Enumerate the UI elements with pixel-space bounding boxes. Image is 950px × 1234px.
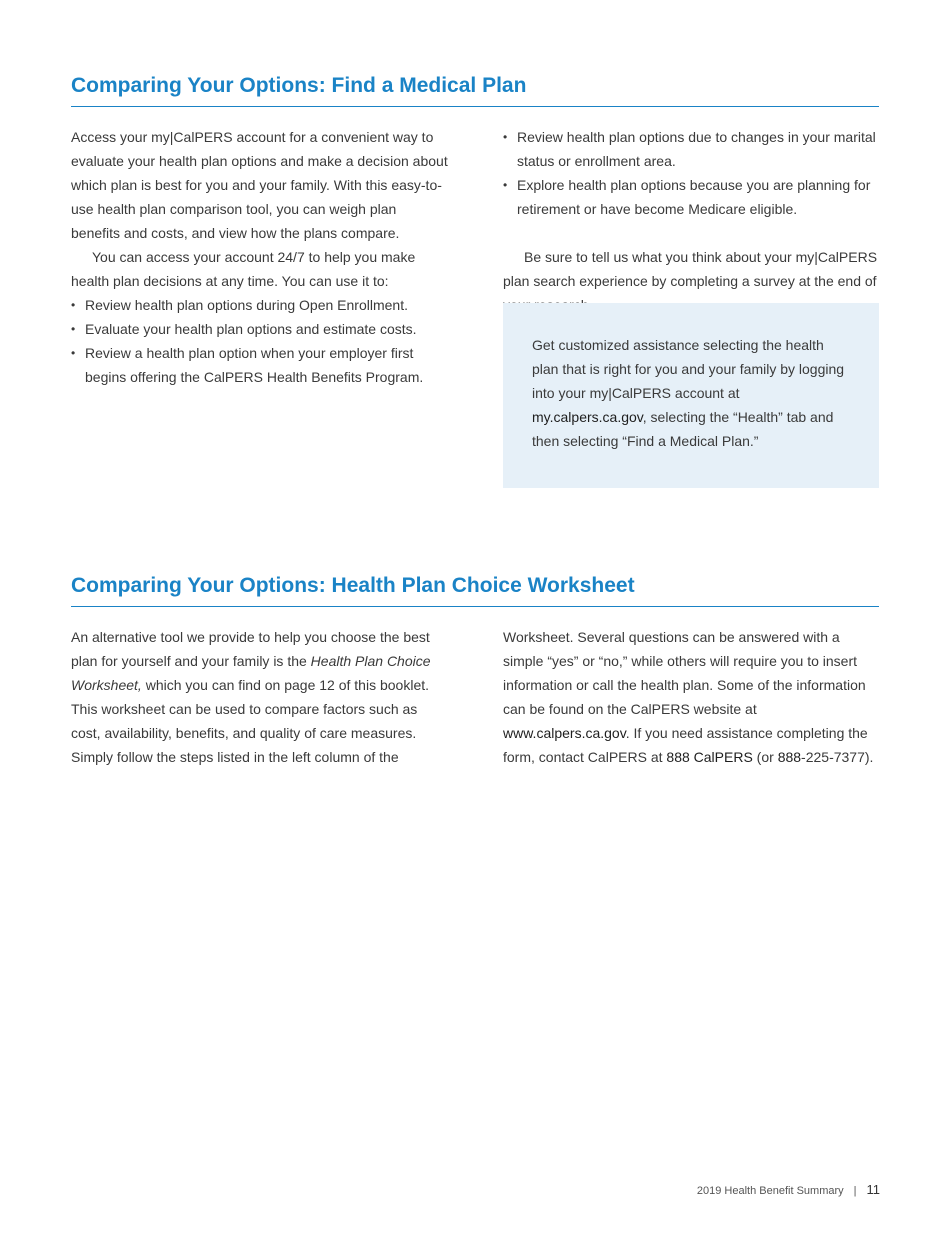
footer-separator: | — [853, 1185, 857, 1197]
worksheet-paragraph-right — [503, 625, 881, 769]
worksheet-text: (or — [752, 749, 778, 765]
list-item: • Review a health plan option when your employer first begins offering the CalPERS Health Benefits Program. — [71, 341, 449, 389]
list-item: • Review health plan options due to changes in your marital status or enrollment area. — [503, 125, 881, 173]
section-divider — [71, 606, 879, 607]
section-find-medical-plan — [71, 73, 879, 518]
bullet-list-right — [503, 125, 881, 221]
calpers-website-link[interactable]: www.calpers.ca.gov — [503, 725, 626, 741]
worksheet-title: Health Plan Choice Worksheet, — [71, 653, 431, 693]
right-column — [503, 125, 881, 317]
worksheet-paragraph-left — [71, 625, 449, 769]
feedback-paragraph: Be sure to tell us what you think about your my|CalPERS plan search experience by completing a survey at the end of — [503, 249, 878, 289]
worksheet-text-end: which you can find on page 12 of this booklet. This worksheet can be used to compare factors such as cost, availability, benefits, and quality of care measures. Simply follow the steps listed in the left column of the — [71, 677, 430, 765]
callout-text-end: , selecting the “Health” tab and then selecting “Find a Medical Plan.” — [532, 409, 834, 449]
left-column — [71, 625, 449, 769]
section-divider — [71, 106, 879, 107]
list-item: • Evaluate your health plan options and estimate costs. — [71, 317, 449, 341]
section-title-worksheet: Comparing Your Options: Health Plan Choice Worksheet — [71, 574, 635, 597]
worksheet-text: Worksheet. Several questions can be answered with a simple “yes” or “no,” while others will require you to insert information or call the health plan. Some of the information can be found on the CalPERS website at — [503, 629, 866, 717]
section-title-find-medical-plan: Comparing Your Options: Find a Medical Plan — [71, 74, 527, 97]
access-paragraph: You can access your account 24/7 to help you make health plan decisions at any time. You can use it to: — [71, 249, 416, 289]
bullet-list-left — [71, 293, 449, 389]
intro-paragraph: Access your my|CalPERS account for a convenient way to evaluate your health plan options and make a decision about which plan is best for you and your family. With this easy-to-use health plan comparison tool, you can weigh plan benefits and costs, and view how the plans compare. — [71, 129, 448, 241]
list-item: • Review health plan options during Open Enrollment. — [71, 293, 449, 317]
phone-number-prefix: 888 — [777, 749, 802, 765]
worksheet-text-end: -225-7377). — [801, 749, 874, 765]
page-number: 11 — [866, 1182, 880, 1197]
footer-label: 2019 Health Benefit Summary — [696, 1185, 844, 1197]
worksheet-text: . If you need assistance completing the form, contact CalPERS at — [503, 725, 868, 765]
calpers-account-link[interactable]: my.calpers.ca.gov — [532, 409, 643, 425]
right-column — [503, 625, 881, 769]
phone-number: 888 CalPERS — [666, 749, 753, 765]
left-column — [71, 125, 449, 389]
callout-text: Get customized assistance selecting the health plan that is right for you and your family by logging into your my|CalPERS account at — [532, 337, 845, 401]
worksheet-text: An alternative tool we provide to help you choose the best plan for yourself and your family is the — [71, 629, 430, 669]
list-item: • Explore health plan options because you are planning for retirement or have become Medicare eligible. — [503, 173, 881, 221]
callout-box — [503, 303, 879, 488]
section-worksheet — [71, 573, 879, 773]
page-footer — [697, 1182, 880, 1199]
